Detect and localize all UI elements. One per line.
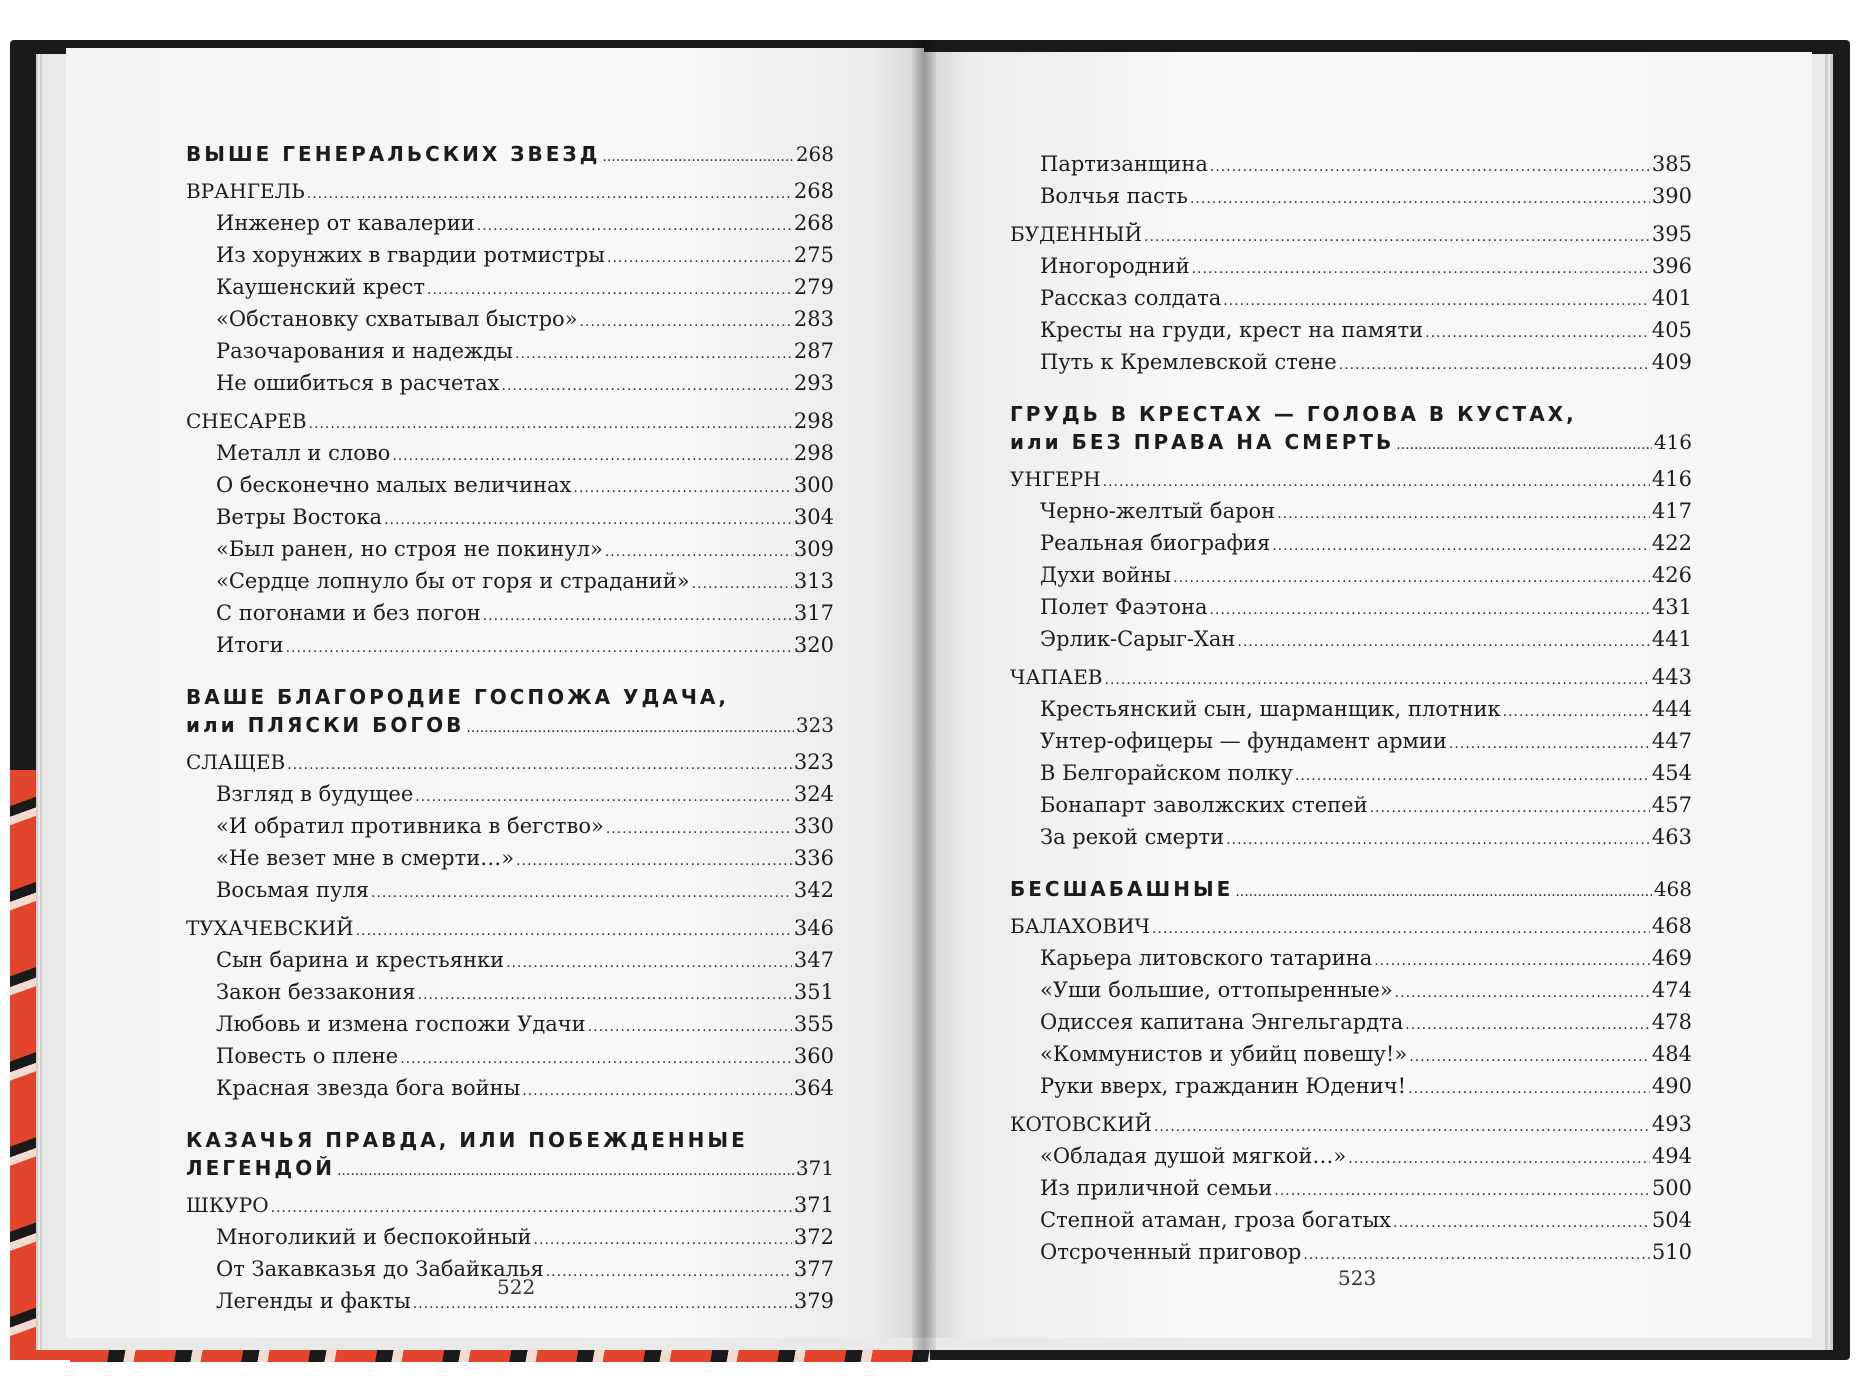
chapter-entry-title: Эрлик-Сарыг-Хан — [1040, 627, 1236, 651]
dot-leader — [287, 751, 792, 780]
person-entry-title: ТУХАЧЕВСКИЙ — [186, 916, 354, 940]
chapter-entry — [1010, 150, 1692, 182]
chapter-entry-page: 401 — [1651, 286, 1692, 310]
chapter-entry-page: 474 — [1651, 978, 1692, 1002]
chapter-entry-page: 317 — [793, 601, 834, 625]
chapter-entry-title: Партизанщина — [1040, 152, 1208, 176]
dot-leader — [606, 815, 792, 844]
dot-leader — [427, 276, 792, 305]
chapter-entry — [186, 844, 834, 876]
chapter-entry — [186, 876, 834, 908]
chapter-entry-page: 304 — [793, 505, 834, 529]
dot-leader — [1154, 1113, 1650, 1142]
dot-leader — [415, 783, 792, 812]
dot-leader — [605, 538, 792, 567]
part-heading — [1010, 875, 1692, 906]
chapter-entry — [1010, 823, 1692, 855]
dot-leader — [692, 570, 792, 599]
chapter-entry-page: 444 — [1651, 697, 1692, 721]
chapter-entry-title: Разочарования и надежды — [216, 339, 514, 363]
dot-leader — [1173, 564, 1650, 593]
chapter-entry-title: Путь к Кремлевской стене — [1040, 350, 1337, 374]
dot-leader — [1503, 698, 1650, 727]
chapter-entry-title: Восьмая пуля — [216, 878, 369, 902]
chapter-entry-page: 342 — [793, 878, 834, 902]
chapter-entry-title: Бонапарт заволжских степей — [1040, 793, 1368, 817]
chapter-entry-page: 336 — [793, 846, 834, 870]
dot-leader — [1274, 1177, 1650, 1206]
dot-leader — [602, 143, 793, 171]
chapter-entry-title: «Обладая душой мягкой…» — [1040, 1144, 1347, 1168]
chapter-entry — [1010, 497, 1692, 529]
person-entry-page: 298 — [793, 409, 834, 433]
chapter-entry — [186, 471, 834, 503]
chapter-entry-title: Закон беззакония — [216, 980, 416, 1004]
chapter-entry — [1010, 727, 1692, 759]
chapter-entry-page: 287 — [793, 339, 834, 363]
chapter-entry — [186, 503, 834, 535]
chapter-entry-title: Крестьянский сын, шарманщик, плотник — [1040, 697, 1501, 721]
dot-leader — [271, 1194, 792, 1223]
part-heading-line: КАЗАЧЬЯ ПРАВДА, ИЛИ ПОБЕЖДЕННЫЕ — [186, 1128, 748, 1152]
chapter-entry — [186, 599, 834, 631]
part-heading-title: ЛЕГЕНДОЙ — [186, 1156, 335, 1180]
left-page-number: 522 — [497, 1275, 536, 1299]
dot-leader — [1192, 255, 1650, 284]
dot-leader — [1226, 826, 1650, 855]
chapter-entry-title: «Был ранен, но строя не покинул» — [216, 537, 603, 561]
person-entry-title: УНГЕРН — [1010, 467, 1101, 491]
chapter-entry-page: 309 — [793, 537, 834, 561]
dot-leader — [1393, 1209, 1650, 1238]
dot-leader — [515, 340, 792, 369]
chapter-entry-title: Итоги — [216, 633, 284, 657]
chapter-entry-title: Отсроченный приговор — [1040, 1240, 1302, 1264]
chapter-entry-page: 279 — [793, 275, 834, 299]
chapter-entry — [186, 812, 834, 844]
chapter-entry — [1010, 561, 1692, 593]
right-page-number: 523 — [1338, 1266, 1377, 1290]
dot-leader — [1295, 762, 1650, 791]
chapter-entry-title: Каушенский крест — [216, 275, 426, 299]
part-heading — [186, 1154, 834, 1185]
chapter-entry-page: 463 — [1651, 825, 1692, 849]
chapter-entry-title: Кресты на груди, крест на памяти — [1040, 318, 1424, 342]
part-heading — [186, 140, 834, 171]
chapter-entry-title: Черно-желтый барон — [1040, 499, 1276, 523]
chapter-entry — [1010, 1072, 1692, 1104]
chapter-entry-page: 360 — [793, 1044, 834, 1068]
part-heading-line: ВАШЕ БЛАГОРОДИЕ ГОСПОЖА УДАЧА, — [186, 685, 730, 709]
part-heading-page: 323 — [795, 713, 834, 737]
dot-leader — [286, 634, 792, 663]
chapter-entry-title: Карьера литовского татарина — [1040, 946, 1373, 970]
chapter-entry-title: «И обратил противника в бегство» — [216, 814, 604, 838]
book-spine — [912, 40, 936, 1350]
person-entry — [186, 407, 834, 439]
chapter-entry-title: От Закавказья до Забайкалья — [216, 1257, 544, 1281]
chapter-entry-title: Инженер от кавалерии — [216, 211, 475, 235]
chapter-entry-page: 426 — [1651, 563, 1692, 587]
dot-leader — [1408, 1075, 1650, 1104]
part-heading — [1010, 428, 1692, 459]
part-heading-title: или ПЛЯСКИ БОГОВ — [186, 713, 465, 737]
chapter-entry-title: Многоликий и беспокойный — [216, 1225, 532, 1249]
chapter-entry — [186, 241, 834, 273]
part-heading-title: ВЫШЕ ГЕНЕРАЛЬСКИХ ЗВЕЗД — [186, 142, 601, 166]
chapter-entry — [1010, 625, 1692, 657]
dot-leader — [1235, 878, 1651, 906]
chapter-entry — [1010, 284, 1692, 316]
dot-leader — [588, 1013, 792, 1042]
chapter-entry-page: 510 — [1651, 1240, 1692, 1264]
person-entry — [1010, 663, 1692, 695]
left-table-of-contents — [186, 140, 834, 1319]
part-heading-title: БЕСШАБАШНЫЕ — [1010, 877, 1234, 901]
chapter-entry-page: 293 — [793, 371, 834, 395]
dot-leader — [1425, 319, 1650, 348]
chapter-entry-page: 454 — [1651, 761, 1692, 785]
chapter-entry — [186, 1042, 834, 1074]
dot-leader — [1144, 223, 1650, 252]
chapter-entry — [1010, 759, 1692, 791]
dot-leader — [1374, 947, 1650, 976]
dot-leader — [1105, 666, 1650, 695]
chapter-entry — [186, 1223, 834, 1255]
chapter-entry-title: Легенды и факты — [216, 1289, 411, 1313]
person-entry-title: ЧАПАЕВ — [1010, 665, 1103, 689]
person-entry — [1010, 1110, 1692, 1142]
chapter-entry-title: Духи войны — [1040, 563, 1172, 587]
dot-leader — [516, 847, 792, 876]
chapter-entry-page: 390 — [1651, 184, 1692, 208]
chapter-entry — [186, 439, 834, 471]
dot-leader — [506, 949, 792, 978]
person-entry-page: 443 — [1651, 665, 1692, 689]
chapter-entry-page: 324 — [793, 782, 834, 806]
chapter-entry-title: Степной атаман, гроза богатых — [1040, 1208, 1392, 1232]
person-entry-title: БУДЕННЫЙ — [1010, 222, 1143, 246]
person-entry — [186, 748, 834, 780]
chapter-entry-title: «Не везет мне в смерти…» — [216, 846, 515, 870]
dot-leader — [522, 1077, 792, 1106]
dot-leader — [573, 474, 792, 503]
person-entry — [186, 177, 834, 209]
chapter-entry-page: 490 — [1651, 1074, 1692, 1098]
dot-leader — [309, 410, 792, 439]
chapter-entry-page: 320 — [793, 633, 834, 657]
chapter-entry — [1010, 1008, 1692, 1040]
person-entry-title: ВРАНГЕЛЬ — [186, 179, 305, 203]
chapter-entry-page: 377 — [793, 1257, 834, 1281]
chapter-entry — [186, 631, 834, 663]
chapter-entry-page: 364 — [793, 1076, 834, 1100]
dot-leader — [1103, 468, 1650, 497]
person-entry-page: 395 — [1651, 222, 1692, 246]
dot-leader — [400, 1045, 792, 1074]
chapter-entry — [186, 1074, 834, 1106]
dot-leader — [1396, 431, 1652, 459]
chapter-entry — [1010, 1040, 1692, 1072]
chapter-entry-page: 494 — [1651, 1144, 1692, 1168]
dot-leader — [546, 1258, 792, 1287]
person-entry — [186, 914, 834, 946]
chapter-entry-page: 447 — [1651, 729, 1692, 753]
person-entry — [186, 1191, 834, 1223]
chapter-entry — [186, 946, 834, 978]
chapter-entry-page: 313 — [793, 569, 834, 593]
person-entry-title: СЛАЩЕВ — [186, 750, 286, 774]
chapter-entry — [186, 780, 834, 812]
person-entry-page: 416 — [1651, 467, 1692, 491]
chapter-entry-title: Иногородний — [1040, 254, 1190, 278]
person-entry-page: 493 — [1651, 1112, 1692, 1136]
chapter-entry-title: Красная звезда бога войны — [216, 1076, 521, 1100]
chapter-entry-title: Не ошибиться в расчетах — [216, 371, 500, 395]
part-heading-page: 468 — [1653, 877, 1692, 901]
dot-leader — [1409, 1043, 1650, 1072]
chapter-entry — [1010, 976, 1692, 1008]
dot-leader — [483, 602, 792, 631]
chapter-entry-page: 330 — [793, 814, 834, 838]
chapter-entry-page: 283 — [793, 307, 834, 331]
chapter-entry — [186, 337, 834, 369]
person-entry-page: 268 — [793, 179, 834, 203]
chapter-entry-page: 372 — [793, 1225, 834, 1249]
chapter-entry-title: Унтер-офицеры — фундамент армии — [1040, 729, 1447, 753]
chapter-entry-title: За рекой смерти — [1040, 825, 1225, 849]
chapter-entry-page: 347 — [793, 948, 834, 972]
person-entry-title: КОТОВСКИЙ — [1010, 1112, 1152, 1136]
chapter-entry-page: 478 — [1651, 1010, 1692, 1034]
chapter-entry-title: «Уши большие, оттопыренные» — [1040, 978, 1393, 1002]
dot-leader — [371, 879, 792, 908]
chapter-entry — [1010, 182, 1692, 214]
chapter-entry-title: «Обстановку схватывал быстро» — [216, 307, 578, 331]
person-entry — [1010, 220, 1692, 252]
dot-leader — [1277, 500, 1650, 529]
dot-leader — [384, 506, 792, 535]
chapter-entry-page: 396 — [1651, 254, 1692, 278]
chapter-entry-title: Ветры Востока — [216, 505, 383, 529]
dot-leader — [1237, 628, 1650, 657]
chapter-entry-page: 469 — [1651, 946, 1692, 970]
chapter-entry-page: 355 — [793, 1012, 834, 1036]
chapter-entry-title: Из приличной семьи — [1040, 1176, 1273, 1200]
chapter-entry-title: Сын барина и крестьянки — [216, 948, 505, 972]
chapter-entry-title: С погонами и без погон — [216, 601, 481, 625]
chapter-entry-page: 275 — [793, 243, 834, 267]
dot-leader — [607, 244, 792, 273]
chapter-entry — [186, 305, 834, 337]
chapter-entry — [1010, 1206, 1692, 1238]
person-entry-title: БАЛАХОВИЧ — [1010, 914, 1150, 938]
chapter-entry-page: 385 — [1651, 152, 1692, 176]
chapter-entry-title: Металл и слово — [216, 441, 391, 465]
person-entry-page: 468 — [1651, 914, 1692, 938]
chapter-entry-title: «Коммунистов и убийц повешу!» — [1040, 1042, 1408, 1066]
chapter-entry-title: Одиссея капитана Энгельгардта — [1040, 1010, 1404, 1034]
chapter-entry-title: Реальная биография — [1040, 531, 1271, 555]
chapter-entry — [1010, 529, 1692, 561]
chapter-entry-title: Из хорунжих в гвардии ротмистры — [216, 243, 606, 267]
chapter-entry-title: Волчья пасть — [1040, 184, 1188, 208]
dot-leader — [1210, 153, 1650, 182]
part-heading-title: или БЕЗ ПРАВА НА СМЕРТЬ — [1010, 430, 1395, 454]
chapter-entry-page: 417 — [1651, 499, 1692, 523]
dot-leader — [1449, 730, 1650, 759]
person-entry-title: ШКУРО — [186, 1193, 269, 1217]
chapter-entry-page: 300 — [793, 473, 834, 497]
dot-leader — [337, 1157, 794, 1185]
dot-leader — [501, 372, 791, 401]
dot-leader — [307, 180, 792, 209]
part-heading — [186, 711, 834, 742]
chapter-entry — [186, 1010, 834, 1042]
person-entry — [1010, 912, 1692, 944]
dot-leader — [1395, 979, 1650, 1008]
dot-leader — [413, 1290, 792, 1319]
chapter-entry-title: Рассказ солдата — [1040, 286, 1222, 310]
chapter-entry-page: 441 — [1651, 627, 1692, 651]
chapter-entry-page: 484 — [1651, 1042, 1692, 1066]
chapter-entry-page: 268 — [793, 211, 834, 235]
chapter-entry — [186, 535, 834, 567]
dot-leader — [1370, 794, 1650, 823]
chapter-entry-page: 504 — [1651, 1208, 1692, 1232]
chapter-entry-title: «Сердце лопнуло бы от горя и страданий» — [216, 569, 690, 593]
chapter-entry-page: 422 — [1651, 531, 1692, 555]
chapter-entry-title: Повесть о плене — [216, 1044, 399, 1068]
chapter-entry-title: Взгляд в будущее — [216, 782, 414, 806]
chapter-entry — [186, 978, 834, 1010]
part-heading-page: 371 — [795, 1156, 834, 1180]
chapter-entry-page: 457 — [1651, 793, 1692, 817]
dot-leader — [1348, 1145, 1650, 1174]
dot-leader — [1272, 532, 1650, 561]
chapter-entry — [186, 567, 834, 599]
dot-leader — [418, 981, 792, 1010]
dot-leader — [1152, 915, 1650, 944]
dot-leader — [1339, 351, 1650, 380]
chapter-entry — [1010, 695, 1692, 727]
chapter-entry — [186, 369, 834, 401]
chapter-entry — [1010, 593, 1692, 625]
chapter-entry — [1010, 1142, 1692, 1174]
chapter-entry — [1010, 1174, 1692, 1206]
dot-leader — [1190, 185, 1650, 214]
person-entry-page: 371 — [793, 1193, 834, 1217]
part-heading-line: ГРУДЬ В КРЕСТАХ — ГОЛОВА В КУСТАХ, — [1010, 402, 1577, 426]
chapter-entry-page: 405 — [1651, 318, 1692, 342]
chapter-entry-page: 298 — [793, 441, 834, 465]
part-heading-page: 416 — [1653, 430, 1692, 454]
part-heading-page: 268 — [795, 142, 834, 166]
chapter-entry — [1010, 348, 1692, 380]
dot-leader — [1223, 287, 1650, 316]
dot-leader — [466, 714, 793, 742]
person-entry-page: 346 — [793, 916, 834, 940]
chapter-entry-title: Любовь и измена госпожи Удачи — [216, 1012, 586, 1036]
chapter-entry-title: В Белгорайском полку — [1040, 761, 1293, 785]
dot-leader — [392, 442, 792, 471]
chapter-entry-title: Руки вверх, гражданин Юденич! — [1040, 1074, 1407, 1098]
dot-leader — [477, 212, 792, 241]
dot-leader — [534, 1226, 792, 1255]
chapter-entry-page: 431 — [1651, 595, 1692, 619]
chapter-entry-title: Полет Фаэтона — [1040, 595, 1208, 619]
person-entry-title: СНЕСАРЕВ — [186, 409, 307, 433]
chapter-entry — [1010, 316, 1692, 348]
dot-leader — [1210, 596, 1650, 625]
dot-leader — [1405, 1011, 1650, 1040]
chapter-entry-page: 409 — [1651, 350, 1692, 374]
chapter-entry-page: 379 — [793, 1289, 834, 1313]
chapter-entry — [1010, 252, 1692, 284]
chapter-entry-title: О бесконечно малых величинах — [216, 473, 572, 497]
chapter-entry — [1010, 944, 1692, 976]
chapter-entry-page: 500 — [1651, 1176, 1692, 1200]
person-entry — [1010, 465, 1692, 497]
person-entry-page: 323 — [793, 750, 834, 774]
dot-leader — [356, 917, 792, 946]
chapter-entry-page: 351 — [793, 980, 834, 1004]
chapter-entry — [1010, 791, 1692, 823]
chapter-entry — [186, 273, 834, 305]
right-table-of-contents — [1010, 150, 1692, 1270]
dot-leader — [580, 308, 792, 337]
chapter-entry — [186, 209, 834, 241]
